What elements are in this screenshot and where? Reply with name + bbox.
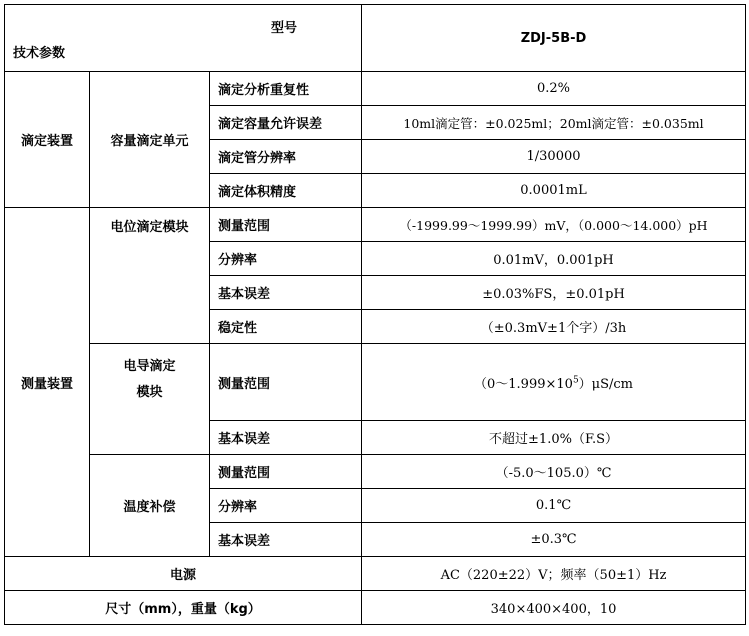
param-value: （-5.0～105.0）℃ — [362, 455, 746, 489]
conductivity-subgroup-line1: 电导滴定 — [123, 359, 176, 374]
potentiometric-subgroup: 电位滴定模块 — [90, 208, 210, 344]
value-prefix: （0～1.999×10 — [474, 376, 573, 392]
param-value: ±0.03%FS，±0.01pH — [362, 276, 746, 310]
value-exponent: 5 — [572, 375, 579, 386]
param-value: （±0.3mV±1个字）/3h — [362, 310, 746, 344]
param-label: 技术参数 — [13, 46, 66, 61]
param-value: 10ml滴定管：±0.025ml；20ml滴定管：±0.035ml — [362, 106, 746, 140]
param-value: ±0.3℃ — [362, 523, 746, 557]
param-name: 测量范围 — [210, 208, 362, 242]
param-name: 基本误差 — [210, 276, 362, 310]
value-suffix: ）μS/cm — [578, 376, 634, 392]
power-label: 电源 — [5, 557, 362, 591]
param-name: 测量范围 — [210, 344, 362, 421]
titration-subgroup: 容量滴定单元 — [90, 72, 210, 208]
param-value: 0.1℃ — [362, 489, 746, 523]
size-label: 尺寸（mm），重量（kg） — [5, 591, 362, 625]
titration-group: 滴定装置 — [5, 72, 90, 208]
param-value: 0.2% — [362, 72, 746, 106]
param-name: 测量范围 — [210, 455, 362, 489]
param-value: 0.01mV，0.001pH — [362, 242, 746, 276]
param-value: 1/30000 — [362, 140, 746, 174]
measurement-group: 测量装置 — [5, 208, 90, 557]
header-cell — [5, 5, 362, 72]
model-value: ZDJ-5B-D — [362, 5, 746, 72]
power-value: AC（220±22）V；频率（50±1）Hz — [362, 557, 746, 591]
param-name: 滴定体积精度 — [210, 174, 362, 208]
temperature-subgroup: 温度补偿 — [90, 455, 210, 557]
param-name: 滴定管分辨率 — [210, 140, 362, 174]
size-value: 340×400×400，10 — [362, 591, 746, 625]
param-name: 基本误差 — [210, 523, 362, 557]
param-value: 0.0001mL — [362, 174, 746, 208]
conductivity-subgroup — [90, 344, 210, 455]
param-value — [362, 344, 746, 421]
param-name: 滴定容量允许误差 — [210, 106, 362, 140]
param-name: 分辨率 — [210, 242, 362, 276]
conductivity-subgroup-line2: 模块 — [136, 385, 163, 400]
param-name: 滴定分析重复性 — [210, 72, 362, 106]
spec-table — [4, 4, 746, 625]
param-name: 分辨率 — [210, 489, 362, 523]
param-value: 不超过±1.0%（F.S） — [362, 421, 746, 455]
param-value: （-1999.99～1999.99）mV，（0.000～14.000）pH — [362, 208, 746, 242]
param-name: 稳定性 — [210, 310, 362, 344]
param-name: 基本误差 — [210, 421, 362, 455]
model-label: 型号 — [271, 21, 298, 36]
